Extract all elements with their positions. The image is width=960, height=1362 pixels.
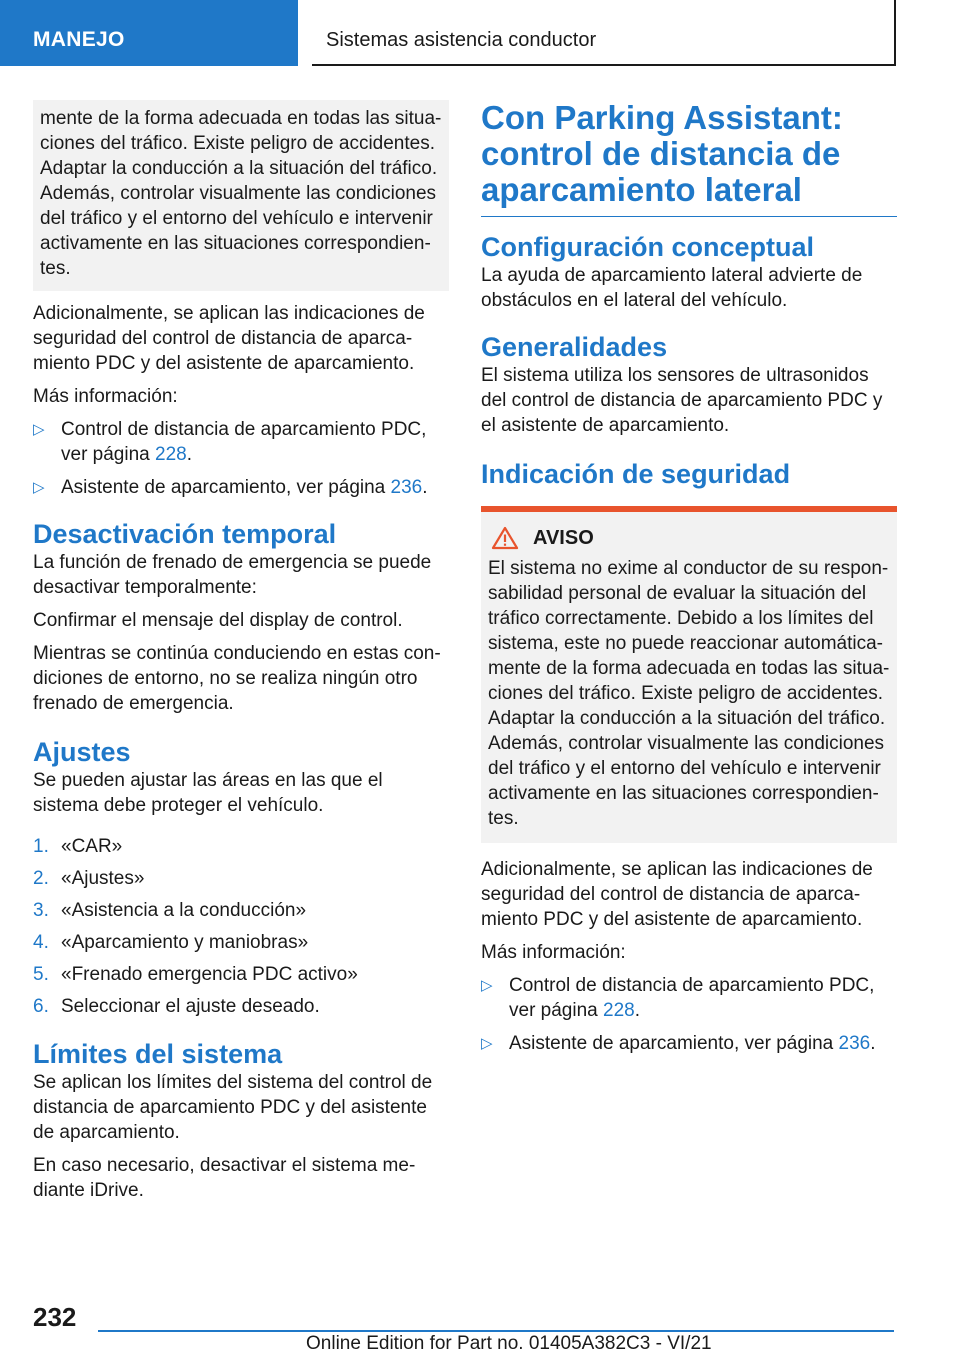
page-link-236[interactable]: 236 [838,1033,871,1054]
page-link-228[interactable]: 228 [603,1000,635,1021]
triangle-bullet-icon: ▷ [481,977,493,994]
limites-text-2: En caso necesario, desactivar el sistema me- diante iDrive. [33,1155,416,1201]
list-item: ▷ Control de distancia de aparcamiento PDC, ver página 228. [481,975,875,1021]
limites-text-1: Se aplican los límites del sistema del control de distancia de aparcamiento PDC y del asistente de aparcamiento. [33,1072,433,1143]
section-title: MANEJO [33,28,125,51]
right-column [481,100,897,1064]
triangle-bullet-icon: ▷ [33,479,45,496]
list-item: ▷ Asistente de aparcamiento, ver página 236. [33,477,428,498]
configuracion-text: La ayuda de aparcamiento lateral advierte de obstáculos en el lateral del vehículo. [481,265,863,311]
warning-text: El sistema no exime al conductor de su respon- sabilidad personal de evaluar la situación del tráfico correctamente. Debido a los límites del sistema, este no puede reaccionar automática- mente de la forma adecuada en todas las situa- ciones del tráfico. Existe peligro de accidentes. Adaptar la conducción a la situación del tráfico. Además, controlar visualmente las condiciones del tráfico y el entorno del vehículo e intervenir activamente en las situaciones correspondien- tes. [488,558,890,829]
main-heading: Con Parking Assistant: control de distancia de aparcamiento lateral [481,99,843,208]
list-item: 3. «Asistencia a la conducción» [33,900,307,921]
settings-steps [33,834,449,1019]
warning-title-row [488,526,890,550]
chapter-title: Sistemas asistencia conductor [326,29,597,51]
heading-desactivacion: Desactivación temporal [33,519,337,549]
ajustes-text: Se pueden ajustar las áreas en las que el sistema debe proteger el vehículo. [33,770,383,816]
warning-triangle-icon [491,526,519,550]
chapter-header [312,0,896,66]
list-item: ▷ Control de distancia de aparcamiento PDC, ver página 228. [33,419,427,465]
heading-ajustes: Ajustes [33,737,131,767]
more-info-label: Más información: [33,386,178,407]
desactivacion-text-3: Mientras se continúa conduciendo en estas con- diciones de entorno, no se realiza ningún otro frenado de emergencia. [33,643,441,714]
heading-configuracion: Configuración conceptual [481,232,815,262]
list-item: ▷ Asistente de aparcamiento, ver página 236. [481,1033,876,1054]
desactivacion-text-2: Confirmar el mensaje del display de control. [33,610,403,631]
heading-generalidades: Generalidades [481,332,668,362]
more-info-label: Más información: [481,942,626,963]
triangle-bullet-icon: ▷ [33,421,45,438]
list-item: 2. «Ajustes» [33,868,145,889]
list-item: 1. «CAR» [33,836,123,857]
desactivacion-text-1: La función de frenado de emergencia se puede desactivar temporalmente: [33,552,432,598]
section-tab [0,0,298,66]
reference-list [33,417,449,500]
list-item: 4. «Aparcamiento y maniobras» [33,932,309,953]
reference-list [481,973,897,1056]
heading-limites: Límites del sistema [33,1039,283,1069]
warning-continuation-text: mente de la forma adecuada en todas las situa- ciones del tráfico. Existe peligro de accidentes. Adaptar la conducción a la situación del tráfico. Además, controlar visualmente las condiciones del tráfico y el entorno del vehículo e intervenir activamente en las situaciones correspondien- tes. [40,108,442,279]
warning-title: AVISO [533,526,594,549]
triangle-bullet-icon: ▷ [481,1035,493,1052]
heading-seguridad: Indicación de seguridad [481,459,791,489]
left-column [33,100,449,1211]
safety-paragraph: Adicionalmente, se aplican las indicaciones de seguridad del control de distancia de aparca- miento PDC y del asistente de aparcamiento. [481,859,873,930]
page-number: 232 [33,1302,77,1332]
footer-divider [98,1330,894,1332]
warning-box [481,506,897,843]
list-item: 5. «Frenado emergencia PDC activo» [33,964,358,985]
list-item: 6. Seleccionar el ajuste deseado. [33,996,320,1017]
page-link-228[interactable]: 228 [155,444,187,465]
footer-edition: Online Edition for Part no. 01405A382C3 - VI/21 [306,1333,712,1354]
warning-continuation-box [33,100,449,291]
main-heading-block [481,100,897,217]
safety-paragraph: Adicionalmente, se aplican las indicaciones de seguridad del control de distancia de aparca- miento PDC y del asistente de aparcamiento. [33,303,425,374]
generalidades-text: El sistema utiliza los sensores de ultrasonidos del control de distancia de aparcamiento PDC y el asistente de aparcamiento. [481,365,883,436]
page-link-236[interactable]: 236 [390,477,423,498]
